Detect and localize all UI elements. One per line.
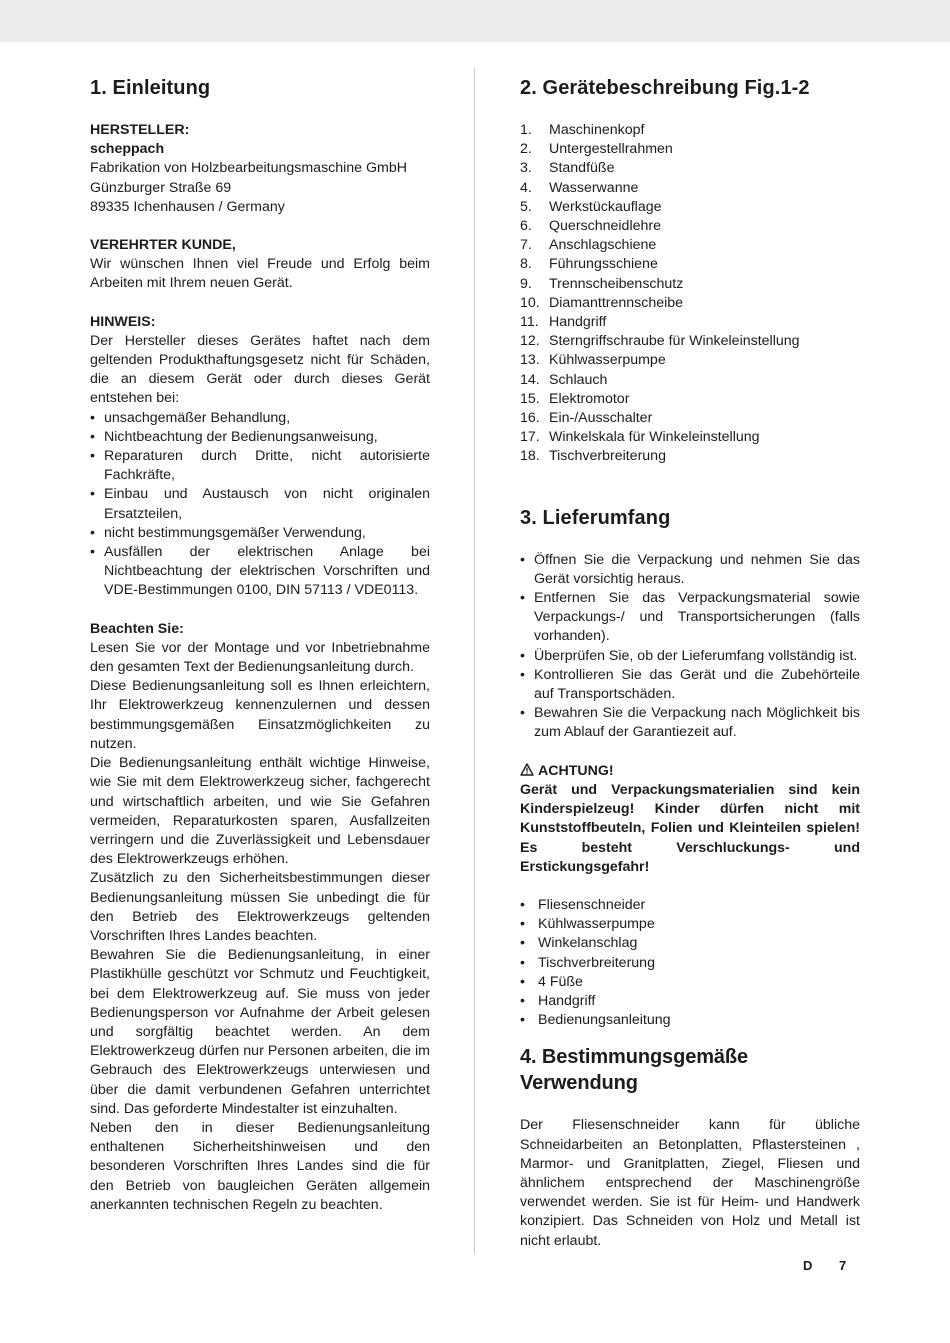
address-line: 89335 Ichenhausen / Germany (90, 198, 285, 215)
section-4-title: 4. Bestimmungsgemäße Verwendung (520, 1046, 749, 1095)
note-text: Der Hersteller dieses Gerätes haftet nach dem geltenden Produkthaftungsgesetz nicht für Schäden, die an diesem Gerät oder durch dieses Gerät entstehen bei: (90, 332, 430, 407)
list-item: • nicht bestimmungsgemäßer Verwendung, (90, 524, 366, 541)
list-item: 15. Elektromotor (520, 390, 630, 407)
note-label: HINWEIS: (90, 313, 156, 330)
list-item: • Entfernen Sie das Verpackungsmaterial sowie Verpackungs-/ und Transportsicherungen (falls vorhanden). (520, 590, 860, 645)
right-column (520, 75, 860, 1251)
observe-label: Beachten Sie: (90, 620, 184, 637)
list-item: • Winkelanschlag (520, 935, 638, 952)
warning-label: ACHTUNG! (538, 762, 614, 779)
list-item: 17. Winkelskala für Winkeleinstellung (520, 429, 760, 446)
list-item: • Tischverbreiterung (520, 954, 655, 971)
customer-label: VEREHRTER KUNDE, (90, 237, 236, 254)
list-item: • Kühlwasserpumpe (520, 916, 655, 933)
list-item: • 4 Füße (520, 973, 583, 990)
observe-paragraph: Die Bedienungsanleitung enthält wichtige Hinweise, wie Sie mit dem Elektrowerkzeug sicher, fachgerecht und wirtschaftlich arbeiten, und wie Sie Gefahren vermeiden, Reparaturkosten sparen, Ausfallzeiten verringern und die Zuverlässigkeit und Lebensdauer des Elektrowerkzeugs erhöhen. (90, 755, 430, 868)
address-line: Fabrikation von Holzbearbeitungsmaschine GmbH (90, 160, 408, 177)
section-1-title: 1. Einleitung (90, 77, 211, 99)
section-3-title: 3. Lieferumfang (520, 506, 671, 529)
list-item: 4. Wasserwanne (520, 179, 639, 196)
list-item: 9. Trennscheibenschutz (520, 275, 684, 292)
list-item: • Öffnen Sie die Verpackung und nehmen Sie das Gerät vorsichtig heraus. (520, 551, 860, 587)
observe-paragraph: Zusätzlich zu den Sicherheitsbestimmungen dieser Bedienungsanleitung müssen Sie unbedingt die für den Betrieb des Elektrowerkzeugs geltenden Vorschriften Ihres Landes beachten. (90, 870, 430, 944)
note-list (90, 409, 430, 601)
customer-text: Wir wünschen Ihnen viel Freude und Erfolg beim Arbeiten mit Ihrem neuen Gerät. (90, 256, 430, 292)
list-item: 13. Kühlwasserpumpe (520, 352, 666, 369)
parts-list (520, 121, 860, 467)
warning-triangle-icon (520, 763, 534, 776)
section-2-title: 2. Gerätebeschreibung Fig.1-2 (520, 77, 810, 99)
list-item: 11. Handgriff (520, 314, 607, 331)
list-item: 8. Führungsschiene (520, 256, 658, 273)
list-item: • unsachgemäßer Behandlung, (90, 409, 291, 426)
list-item: • Reparaturen durch Dritte, nicht autorisierte Fachkräfte, (90, 448, 430, 484)
unpacking-steps (520, 551, 860, 743)
manufacturer-label: HERSTELLER: (90, 122, 190, 138)
footer-language: D (803, 1258, 813, 1273)
observe-paragraph: Diese Bedienungsanleitung soll es Ihnen erleichtern, Ihr Elektrowerkzeug kennenzulernen und dessen bestimmungsgemäßen Einsatzmöglichkeiten zu nutzen. (90, 678, 430, 752)
list-item: 14. Schlauch (520, 371, 608, 388)
footer-page-number: 7 (839, 1258, 847, 1273)
address-line: Günzburger Straße 69 (90, 179, 232, 196)
observe-paragraph: Bewahren Sie die Bedienungsanleitung, in einer Plastikhülle geschützt vor Schmutz und Feuchtigkeit, bei dem Elektrowerkzeug auf. Sie muss von jeder Bedienungsperson vor Aufnahme der Arbeit gelesen und sorgfältig beachtet werden. An dem Elektrowerkzeug dürfen nur Personen arbeiten, die im Gebrauch des Elektrowerkzeugs unterwiesen und über die damit verbundenen Gefahren unterrichtet sind. Das geforderte Mindestalter ist einzuhalten. (90, 947, 430, 1117)
observe-paragraph: Neben den in dieser Bedienungsanleitung enthaltenen Sicherheitshinweisen und den besonderen Vorschriften Ihres Landes sind die für den Betrieb von baugleichen Geräten allgemein anerkannten technischen Regeln zu beachten. (90, 1119, 430, 1213)
list-item: 5. Werkstückauflage (520, 198, 662, 215)
scope-of-delivery-list (520, 896, 860, 1030)
list-item: • Einbau und Austausch von nicht originalen Ersatzteilen, (90, 486, 430, 522)
list-item: • Bewahren Sie die Verpackung nach Möglichkeit bis zum Ablauf der Garantiezeit auf. (520, 705, 860, 741)
intended-use-text: Der Fliesenschneider kann für übliche Schneidarbeiten an Betonplatten, Pflastersteinen , Marmor- und Granitplatten, Ziegel, Fliesen und ähnlichem entsprechend der Maschinengröße verwendet werden. Sie ist für Heim- und Handwerk konzipiert. Das Schneiden von Holz und Metall ist nicht erlaubt. (520, 1117, 860, 1249)
list-item: 7. Anschlagschiene (520, 237, 657, 254)
list-item: • Handgriff (520, 992, 596, 1009)
list-item: 18. Tischverbreiterung (520, 448, 666, 465)
list-item: • Kontrollieren Sie das Gerät und die Zubehörteile auf Transportschäden. (520, 666, 860, 703)
list-item: • Fliesenschneider (520, 896, 646, 913)
left-column (90, 75, 430, 1215)
list-item: 6. Querschneidlehre (520, 218, 661, 235)
list-item: • Nichtbeachtung der Bedienungsanweisung, (90, 428, 378, 445)
warning-heading (520, 762, 860, 781)
column-divider (474, 68, 475, 1254)
observe-paragraph: Lesen Sie vor der Montage und vor Inbetriebnahme den gesamten Text der Bedienungsanleitung durch. (90, 639, 430, 676)
list-item: • Bedienungsanleitung (520, 1012, 671, 1029)
list-item: 1. Maschinenkopf (520, 122, 645, 138)
list-item: • Ausfällen der elektrischen Anlage bei Nichtbeachtung der elektrischen Vorschriften und VDE-Bestimmungen 0100, DIN 57113 / VDE0113. (90, 544, 430, 599)
list-item: 3. Standfüße (520, 160, 615, 177)
list-item: 12. Sterngriffschraube für Winkeleinstellung (520, 333, 800, 350)
top-bar (0, 0, 950, 42)
list-item: • Überprüfen Sie, ob der Lieferumfang vollständig ist. (520, 647, 858, 664)
warning-text: Gerät und Verpackungsmaterialien sind kein Kinderspielzeug! Kinder dürfen nicht mit Kunststoffbeuteln, Folien und Kleinteilen spielen! Es besteht Verschluckungs- und Erstickungsgefahr! (520, 781, 860, 875)
manufacturer-name: scheppach (90, 141, 165, 158)
list-item: 16. Ein-/Ausschalter (520, 410, 653, 427)
list-item: 10. Diamanttrennscheibe (520, 294, 684, 311)
list-item: 2. Untergestellrahmen (520, 141, 673, 158)
